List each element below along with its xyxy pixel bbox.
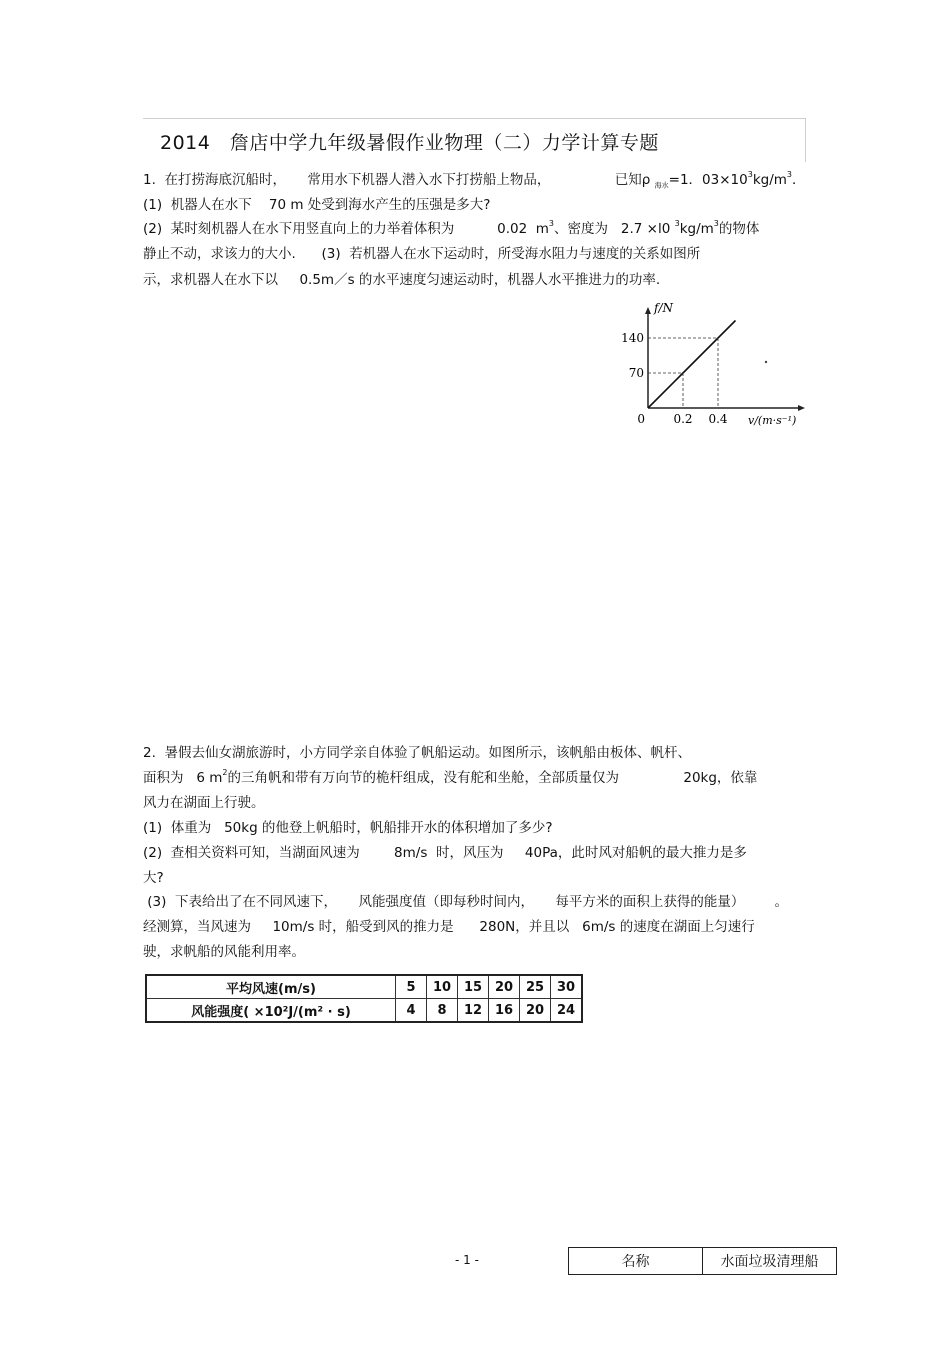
- q2-line-4: (1) 体重为 50kg 的他登上帆船时，帆船排开水的体积增加了多少?: [143, 820, 553, 836]
- wind-energy-table: [145, 974, 583, 1023]
- table-cell: 10: [427, 975, 458, 999]
- table-cell: 4: [396, 999, 427, 1023]
- x-tick-label: 0.2: [673, 412, 693, 426]
- footer-name-label: 名称: [569, 1248, 703, 1275]
- x-tick-label: 0.4: [708, 412, 728, 426]
- resistance-speed-chart: [618, 298, 810, 430]
- x-axis-label: v/(m·s⁻¹): [748, 414, 797, 427]
- y-axis-label: f/N: [654, 301, 673, 315]
- row-label-speed: 平均风速(m/s): [146, 975, 396, 999]
- q2-line-2: 面积为 6 $m^2$的三角帆和带有万向节的桅杆组成，没有舵和坐舱，全部质量仅为 20kg，依靠: [143, 768, 758, 786]
- q1-line-3: (2) 某时刻机器人在水下用竖直向上的力举着体积为 0.02 $m^3$、密度为 2.7 ×l0 $^3kg/m^3$的物体: [143, 219, 760, 237]
- x-axis-arrow: [798, 405, 805, 411]
- page-number: - 1 -: [455, 1253, 479, 1267]
- table-cell: 5: [396, 975, 427, 999]
- y-tick-label: 70: [628, 366, 644, 380]
- table-cell: 20: [489, 975, 520, 999]
- table-cell: 12: [458, 999, 489, 1023]
- footer-name-value: 水面垃圾清理船: [703, 1248, 837, 1275]
- scan-dot: [765, 361, 767, 363]
- q2-line-3: 风力在湖面上行驶。: [143, 795, 265, 811]
- table-row-intensity: [146, 999, 582, 1023]
- q2-line-7: (3) 下表给出了在不同风速下， 风能强度值（即每秒时间内， 每平方米的面积上获得的能量） 。: [143, 894, 788, 910]
- y-tick-label: 140: [621, 331, 644, 345]
- table-cell: 16: [489, 999, 520, 1023]
- q1-line-1: 1. 在打捞海底沉船时， 常用水下机器人潜入水下打捞船上物品， 已知ρ $_{海水}$=1．$03\times 10^3kg/m^3$．: [143, 170, 806, 190]
- page-title: 2014 詹店中学九年级暑假作业物理（二）力学计算专题: [160, 132, 659, 154]
- q2-line-6: 大?: [143, 870, 164, 886]
- table-cell: 20: [520, 999, 551, 1023]
- table-cell: 24: [551, 999, 583, 1023]
- series-line: [648, 321, 736, 409]
- table-cell: 25: [520, 975, 551, 999]
- x-tick-label: 0: [637, 412, 645, 426]
- table-row-speed: [146, 975, 582, 999]
- table-cell: 8: [427, 999, 458, 1023]
- q1-line-4: 静止不动，求该力的大小. (3) 若机器人在水下运动时，所受海水阻力与速度的关系如图所: [143, 246, 701, 262]
- q1-line-2: (1) 机器人在水下 70 m 处受到海水产生的压强是多大?: [143, 197, 491, 213]
- q1-line-5: 示，求机器人在水下以 0.5m／s 的水平速度匀速运动时，机器人水平推进力的功率.: [143, 272, 661, 288]
- q2-line-1: 2. 暑假去仙女湖旅游时，小方同学亲自体验了帆船运动。如图所示，该帆船由板体、帆杆、: [143, 745, 691, 761]
- q2-line-9: 驶，求帆船的风能利用率。: [143, 944, 305, 960]
- table-cell: 15: [458, 975, 489, 999]
- y-axis-arrow: [645, 307, 651, 314]
- q2-line-5: (2) 查相关资料可知，当湖面风速为 8m/s 时，风压为 40Pa，此时风对船帆的最大推力是多: [143, 845, 747, 861]
- table-cell: 30: [551, 975, 583, 999]
- q2-line-8: 经测算，当风速为 10m/s 时，船受到风的推力是 280N，并且以 6m/s 的速度在湖面上匀速行: [143, 919, 755, 935]
- row-label-intensity: 风能强度( ×10²J/(m² · s): [146, 999, 396, 1023]
- footer-table: [568, 1247, 837, 1275]
